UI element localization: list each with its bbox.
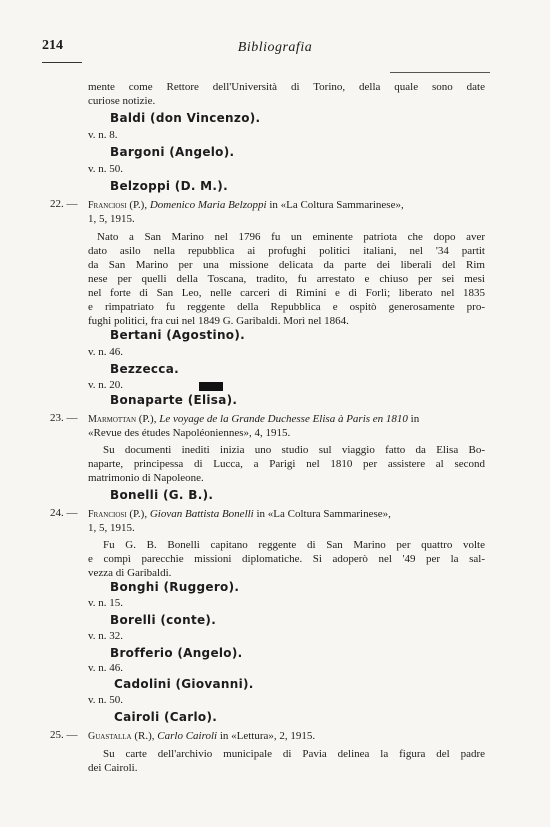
header-rule-right [390, 72, 490, 73]
entry-citation-cont: «Revue des études Napoléoniennes», 4, 1915. [88, 427, 291, 439]
heading-baldi: Baldi (don Vincenzo). [110, 111, 261, 125]
abstract-line: Su documenti inediti inizia uno studio sul viaggio fatto da Elisa Bo- [103, 444, 485, 456]
abstract-line: vezza di Garibaldi. [88, 567, 172, 579]
entry-source: in «Lettura», 2, 1915. [219, 730, 316, 742]
ref-baldi: v. n. 8. [88, 129, 118, 141]
entry-number: 25. — [50, 729, 78, 741]
entry-citation [88, 729, 485, 744]
entry-initial: (P.), [138, 413, 157, 425]
heading-cairoli: Cairoli (Carlo). [114, 710, 218, 724]
entry-author: Franciosi [88, 509, 127, 520]
entry-title: Le voyage de la Grande Duchesse Elisa à Paris en 1810 [159, 413, 408, 425]
intro-paragraph [88, 80, 485, 108]
entry-citation [88, 507, 485, 522]
entry-citation-cont: 1, 5, 1915. [88, 522, 135, 534]
entry-number: 24. — [50, 507, 78, 519]
entry-initial: (P.), [129, 508, 148, 520]
heading-bargoni: Bargoni (Angelo). [110, 145, 235, 159]
entry-abstract [97, 230, 485, 244]
abstract-line: dato asilo nella repubblica ai profughi politici italiani, nel '34 partit [88, 245, 485, 257]
entry-source: in «La Coltura Sammarinese», [269, 199, 404, 211]
abstract-line: Su carte dell'archivio municipale di Pavia delinea la figura del padre [103, 748, 485, 760]
entry-source: in [410, 413, 420, 425]
intro-line: curiose notizie. [88, 95, 156, 107]
entry-citation-cont: 1, 5, 1915. [88, 213, 135, 225]
abstract-line: fughi politici, fra cui nel 1849 G. Garibaldi. Morì nel 1864. [88, 315, 349, 327]
entry-number: 22. — [50, 198, 78, 210]
heading-belzoppi: Belzoppi (D. M.). [110, 179, 228, 193]
ref-bertani: v. n. 46. [88, 346, 124, 358]
ref-brofferio: v. n. 46. [88, 662, 124, 674]
abstract-line: dei Cairoli. [88, 762, 138, 774]
heading-bonaparte: Bonaparte (Elisa). [110, 393, 238, 407]
entry-abstract [88, 244, 485, 328]
entry-abstract [103, 747, 485, 761]
entry-title: Carlo Cairoli [157, 730, 218, 742]
abstract-line: nese per quelli della Toscana, tradito, fu arrestato e chiuso per sei mesi [88, 273, 485, 285]
heading-brofferio: Brofferio (Angelo). [110, 646, 243, 660]
abstract-line: Nato a San Marino nel 1796 fu un eminente patriota che dopo aver [97, 231, 485, 243]
entry-author: Guastalla [88, 731, 132, 742]
abstract-line: e compì parecchie missioni diplomatiche. Si adoperò nel '49 per la sal- [88, 553, 485, 565]
entry-initial: (P.), [129, 199, 148, 211]
abstract-line: matrimonio di Napoleone. [88, 472, 204, 484]
entry-abstract [103, 443, 485, 457]
heading-bonelli: Bonelli (G. B.). [110, 488, 214, 502]
entry-author: Marmottan [88, 414, 136, 425]
entry-abstract [88, 761, 485, 775]
entry-title: Giovan Battista Bonelli [149, 508, 254, 520]
heading-bertani: Bertani (Agostino). [110, 328, 245, 342]
abstract-line: da San Marino per una missione delicata da parte dei liberali del Rim [88, 259, 485, 271]
intro-line: mente come Rettore dell'Università di Torino, della quale sono date [88, 81, 485, 93]
heading-bonghi: Bonghi (Ruggero). [110, 580, 240, 594]
entry-initial: (R.), [134, 730, 155, 742]
entry-number: 23. — [50, 412, 78, 424]
abstract-line: Fu G. B. Bonelli capitano reggente di San Marino per quattro volte [103, 539, 485, 551]
entry-citation [88, 412, 485, 427]
entry-abstract [88, 552, 485, 580]
abstract-line: e rimpatriato fu reggente della Repubblica e ospitò generosamente pro- [88, 301, 485, 313]
entry-source: in «La Coltura Sammarinese», [256, 508, 391, 520]
heading-cadolini: Cadolini (Giovanni). [114, 677, 254, 691]
entry-abstract [103, 538, 485, 552]
ref-bonghi: v. n. 15. [88, 597, 124, 609]
entry-title: Domenico Maria Belzoppi [149, 199, 267, 211]
ref-borelli: v. n. 32. [88, 630, 124, 642]
heading-borelli: Borelli (conte). [110, 613, 217, 627]
entry-author: Franciosi [88, 200, 127, 211]
abstract-line: nel forte di San Leo, nelle carceri di Rimini e di Forlì; liberato nel 1835 [88, 287, 485, 299]
ink-blot [199, 382, 223, 391]
entry-abstract [88, 457, 485, 485]
ref-bezzecca: v. n. 20. [88, 379, 124, 391]
page-number: 214 [42, 38, 63, 53]
header-rule [42, 62, 82, 63]
ref-bargoni: v. n. 50. [88, 163, 124, 175]
running-title: Bibliografia [237, 40, 313, 55]
ref-cadolini: v. n. 50. [88, 694, 124, 706]
abstract-line: naparte, principessa di Lucca, a Parigi nel 1810 per assistere al second [88, 458, 485, 470]
heading-bezzecca: Bezzecca. [110, 362, 179, 376]
entry-citation [88, 198, 485, 213]
